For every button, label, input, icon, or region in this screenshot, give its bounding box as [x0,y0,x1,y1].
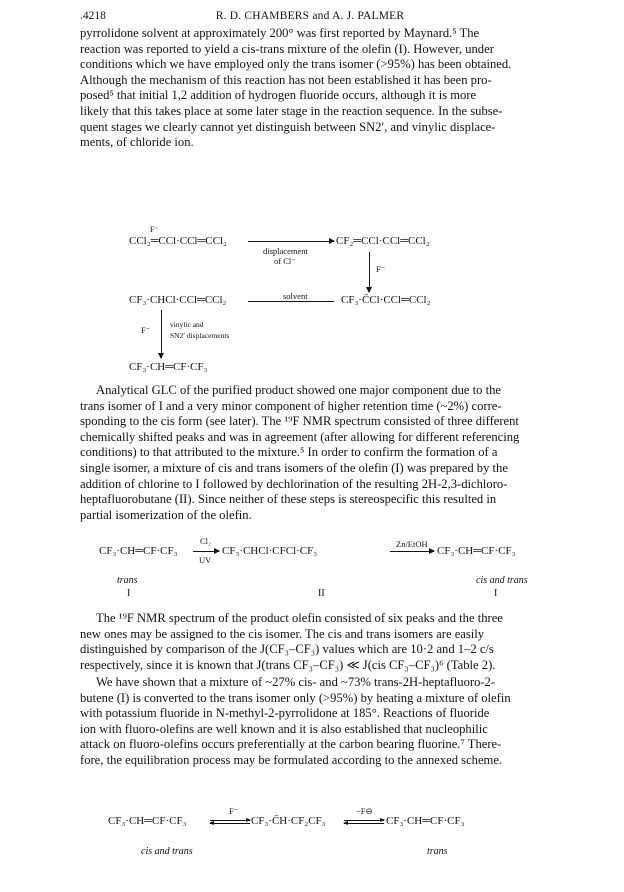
reagent-zinc-ethanol: Zn/EtOH [396,539,428,549]
paragraph-intro [80,26,544,151]
reagent-fluoride: F⁻ [229,806,239,816]
text-line: likely that this takes place at some later stage in the reaction sequence. In the subse- [80,103,503,118]
compound-row2-left: CF₃·CHCl·CCl═CCl₂ [129,294,227,306]
compound-heptafluorobutene: CF₃·CH═CF·CF₃ [129,361,208,373]
label-cis-and-trans: cis and trans [141,846,193,857]
compound-carbanion-intermediate: CF₃·C̄H·CF₂CF₃ [251,815,326,827]
compound-olefin-trans: CF₃·CH═CF·CF₃ [386,815,465,827]
text-line: respectively, since it is known that J(trans CF₃–CF₃) ≪ J(cis CF₃–CF₃)⁶ (Table 2). [80,657,496,672]
text-line: partial isomerization of the olefin. [80,507,252,522]
label-displacement: displacement [263,246,308,256]
text-line: ments, of chloride ion. [80,135,194,150]
text-line: reaction was reported to yield a cis-trans mixture of the olefin (I). However, under [80,41,494,56]
page-header [80,10,540,26]
label-of-chloride: of Cl⁻ [274,256,296,266]
text-line: fore, the equilibration process may be formulated according to the annexed scheme. [80,752,503,767]
reagent-fluoride-loss: −F⊖ [356,806,373,816]
compound-product-1: CF₂═CCl·CCl═CCl₂ [336,235,430,247]
compound-number-II: II [318,588,325,599]
compound-octachlorobutadiene: CCl₂═CCl·CCl═CCl₂ [129,235,227,247]
paragraph-equilibration [80,675,544,769]
paragraph-glc [80,383,544,523]
text-line: chemically shifted peaks and was in agreement (after allowing for different referencing [80,429,520,444]
reaction-arrow-left [248,301,334,302]
label-solvent: solvent [283,291,308,301]
compound-trans-olefin: CF₃·CH═CF·CF₃ [99,545,178,557]
compound-number-I: I [127,588,131,599]
text-line: conditions) to that attributed to the mixture.⁵ In order to confirm the formation of a [80,445,498,460]
text-line: ion with fluoro-olefins are well known and it is also established that nucleophilic [80,721,488,736]
compound-cis-trans-olefin: CF₃·CH═CF·CF₃ [437,545,516,557]
text-line: Analytical GLC of the purified product showed one major component due to the [96,383,501,397]
label-trans: trans [117,575,138,586]
text-line: distinguished by comparison of the J(CF₃–CF₃) values which are 10·2 and 1–2 c/s [80,642,494,657]
reaction-arrow [390,551,434,552]
text-line: single isomer, a mixture of cis and trans isomers of the olefin (I) was prepared by the [80,460,508,475]
reaction-arrow [248,241,334,242]
reaction-arrow-down [369,252,370,292]
text-line: We have shown that a mixture of ~27% cis- and ~73% trans-2H-heptafluoro-2- [96,675,496,689]
text-line: The ¹⁹F NMR spectrum of the product olefin consisted of six peaks and the three [96,611,503,625]
text-line: posed⁵ that initial 1,2 addition of hydrogen fluoride occurs, although it is more [80,88,477,103]
reaction-arrow-down-left [161,310,162,358]
text-line: heptafluorobutane (II). Since neither of these steps is stereospecific this resulted in [80,492,497,507]
text-line: addition of chlorine to I followed by dechlorination of the resulting 2H-2,3-dichloro- [80,476,508,491]
running-title: R. D. CHAMBERS and A. J. PALMER [215,10,405,22]
reagent-fluoride: F⁻ [150,225,159,234]
text-line: conditions which we have employed only the trans isomer (>95%) has been obtained. [80,57,512,72]
text-line: quent stages we clearly cannot yet distinguish between SN2′, and vinylic displace- [80,119,496,134]
equilibrium-arrow [344,820,384,824]
text-line: trans isomer of I and a very minor component of higher retention time (~2%) corre- [80,398,502,413]
compound-carbanion: CF₃·C̄Cl·CCl═CCl₂ [341,294,431,306]
reaction-arrow [193,551,219,552]
paragraph-nmr [80,611,544,673]
reagent-fluoride-left: F⁻ [141,325,151,335]
compound-number-I-right: I [494,588,498,599]
label-vinylic: vinylic and [170,320,204,329]
text-line: attack on fluoro-olefins occurs preferentially at the carbon bearing fluorine.⁷ There- [80,737,502,752]
text-line: Although the mechanism of this reaction has not been established it has been pro- [80,72,492,87]
label-trans: trans [427,846,448,857]
text-line: pyrrolidone solvent at approximately 200° was first reported by Maynard.⁵ The [80,26,480,40]
reagent-uv: UV [199,555,212,565]
label-sn2-displacements: SN2′ displacements [170,331,230,340]
reagent-fluoride-right: F⁻ [376,264,386,274]
compound-olefin-start: CF₃·CH═CF·CF₃ [108,815,187,827]
text-line: new ones may be assigned to the cis isomer. The cis and trans isomers are easily [80,626,485,641]
page-number: .4218 [80,10,106,22]
label-cis-and-trans: cis and trans [476,575,528,586]
equilibrium-arrow [210,820,250,824]
text-line: butene (I) is converted to the trans isomer only (>95%) by heating a mixture of olefin [80,690,511,705]
text-line: with potassium fluoride in N-methyl-2-pyrrolidone at 185°. Reactions of fluoride [80,706,490,721]
compound-dichloride: CF₃·CHCl·CFCl·CF₃ [222,545,318,557]
text-line: sponding to the cis form (see later). The ¹⁹F NMR spectrum consisted of three different [80,414,519,429]
reagent-chlorine: Cl₂ [200,536,211,546]
